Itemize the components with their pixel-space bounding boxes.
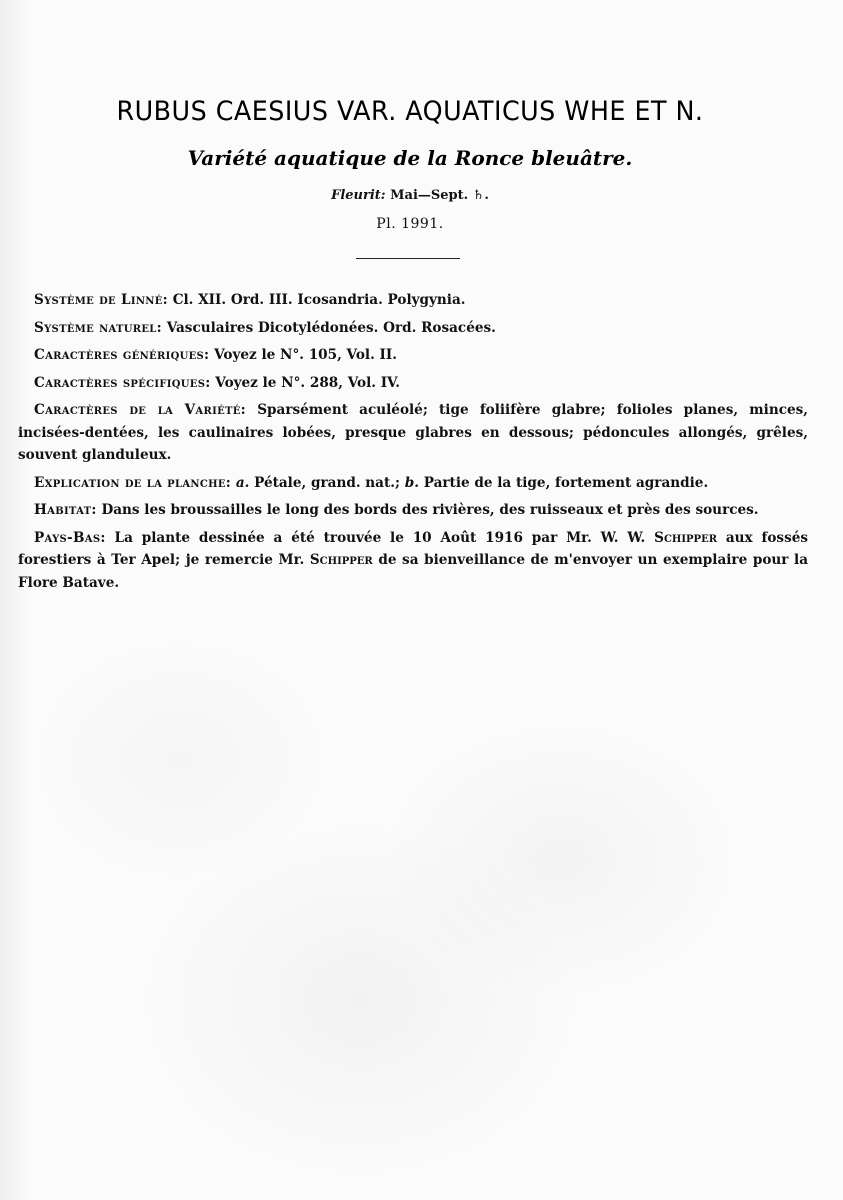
divider [356, 258, 460, 259]
specifiques-label: Caractères spécifiques: [34, 374, 211, 391]
planche-a-marker: a. [235, 474, 250, 491]
planche-a-text: Pétale, grand. nat.; [254, 474, 401, 491]
habitat-label: Habitat: [34, 502, 97, 518]
paragraph-planche [18, 472, 808, 495]
planche-b-marker: b. [404, 474, 419, 491]
paysbas-text-3: de sa bienveillance de m'envoyer un exemplaire pour la Flore Batave. [18, 552, 809, 591]
plate-number: Pl. 1991. [376, 216, 444, 232]
linne-text: Cl. XII. Ord. III. Icosandria. Polygynia. [172, 292, 466, 308]
paragraph-variete [18, 399, 808, 467]
generiques-text: Voyez le N°. 105, Vol. II. [214, 347, 397, 363]
flowering-value: Mai—Sept. ♄. [390, 188, 489, 203]
paysbas-label: Pays-Bas: [34, 529, 106, 546]
paysbas-text-2: aux fossés forestiers à Ter Apel; je remercie Mr. [18, 529, 809, 568]
paysbas-name-2: Schipper [309, 552, 373, 568]
naturel-label: Système naturel: [34, 319, 162, 336]
description-body [18, 289, 808, 599]
paragraph-habitat [18, 499, 808, 522]
naturel-text: Vasculaires Dicotylédonées. Ord. Rosacées. [166, 319, 496, 336]
paragraph-linne [18, 289, 808, 312]
paysbas-name-1: Schipper [654, 529, 717, 546]
linne-label: Système de Linné: [34, 292, 168, 308]
flowering-label: Fleurit: [331, 188, 386, 203]
paragraph-naturel [18, 317, 808, 340]
habitat-text: Dans les broussailles le long des bords des rivières, des ruisseaux et près des sources. [101, 502, 759, 518]
page-subtitle: Variété aquatique de la Ronce bleuâtre. [187, 146, 633, 170]
paragraph-specifiques [18, 372, 808, 395]
paysbas-text-1: La plante dessinée a été trouvée le 10 Août 1916 par Mr. W. W. [114, 529, 646, 546]
variete-label: Caractères de la Variété: [34, 402, 246, 418]
paragraph-generiques [18, 344, 808, 367]
planche-label: Explication de la planche: [34, 474, 232, 491]
flowering-line [0, 188, 820, 203]
specifiques-text: Voyez le N°. 288, Vol. IV. [215, 374, 400, 391]
paragraph-pays-bas [18, 527, 808, 595]
generiques-label: Caractères génériques: [34, 347, 210, 363]
page-title: RUBUS CAESIUS VAR. AQUATICUS WHE ET N. [116, 96, 704, 127]
planche-b-text: Partie de la tige, fortement agrandie. [423, 474, 709, 491]
variete-text: Sparsément aculéolé; tige foliifère glabre; folioles planes, minces, incisées-dentées, les caulinaires lobées, presque glabres en dessous; pédoncules allongés, grêles, souvent glanduleux. [18, 402, 809, 463]
